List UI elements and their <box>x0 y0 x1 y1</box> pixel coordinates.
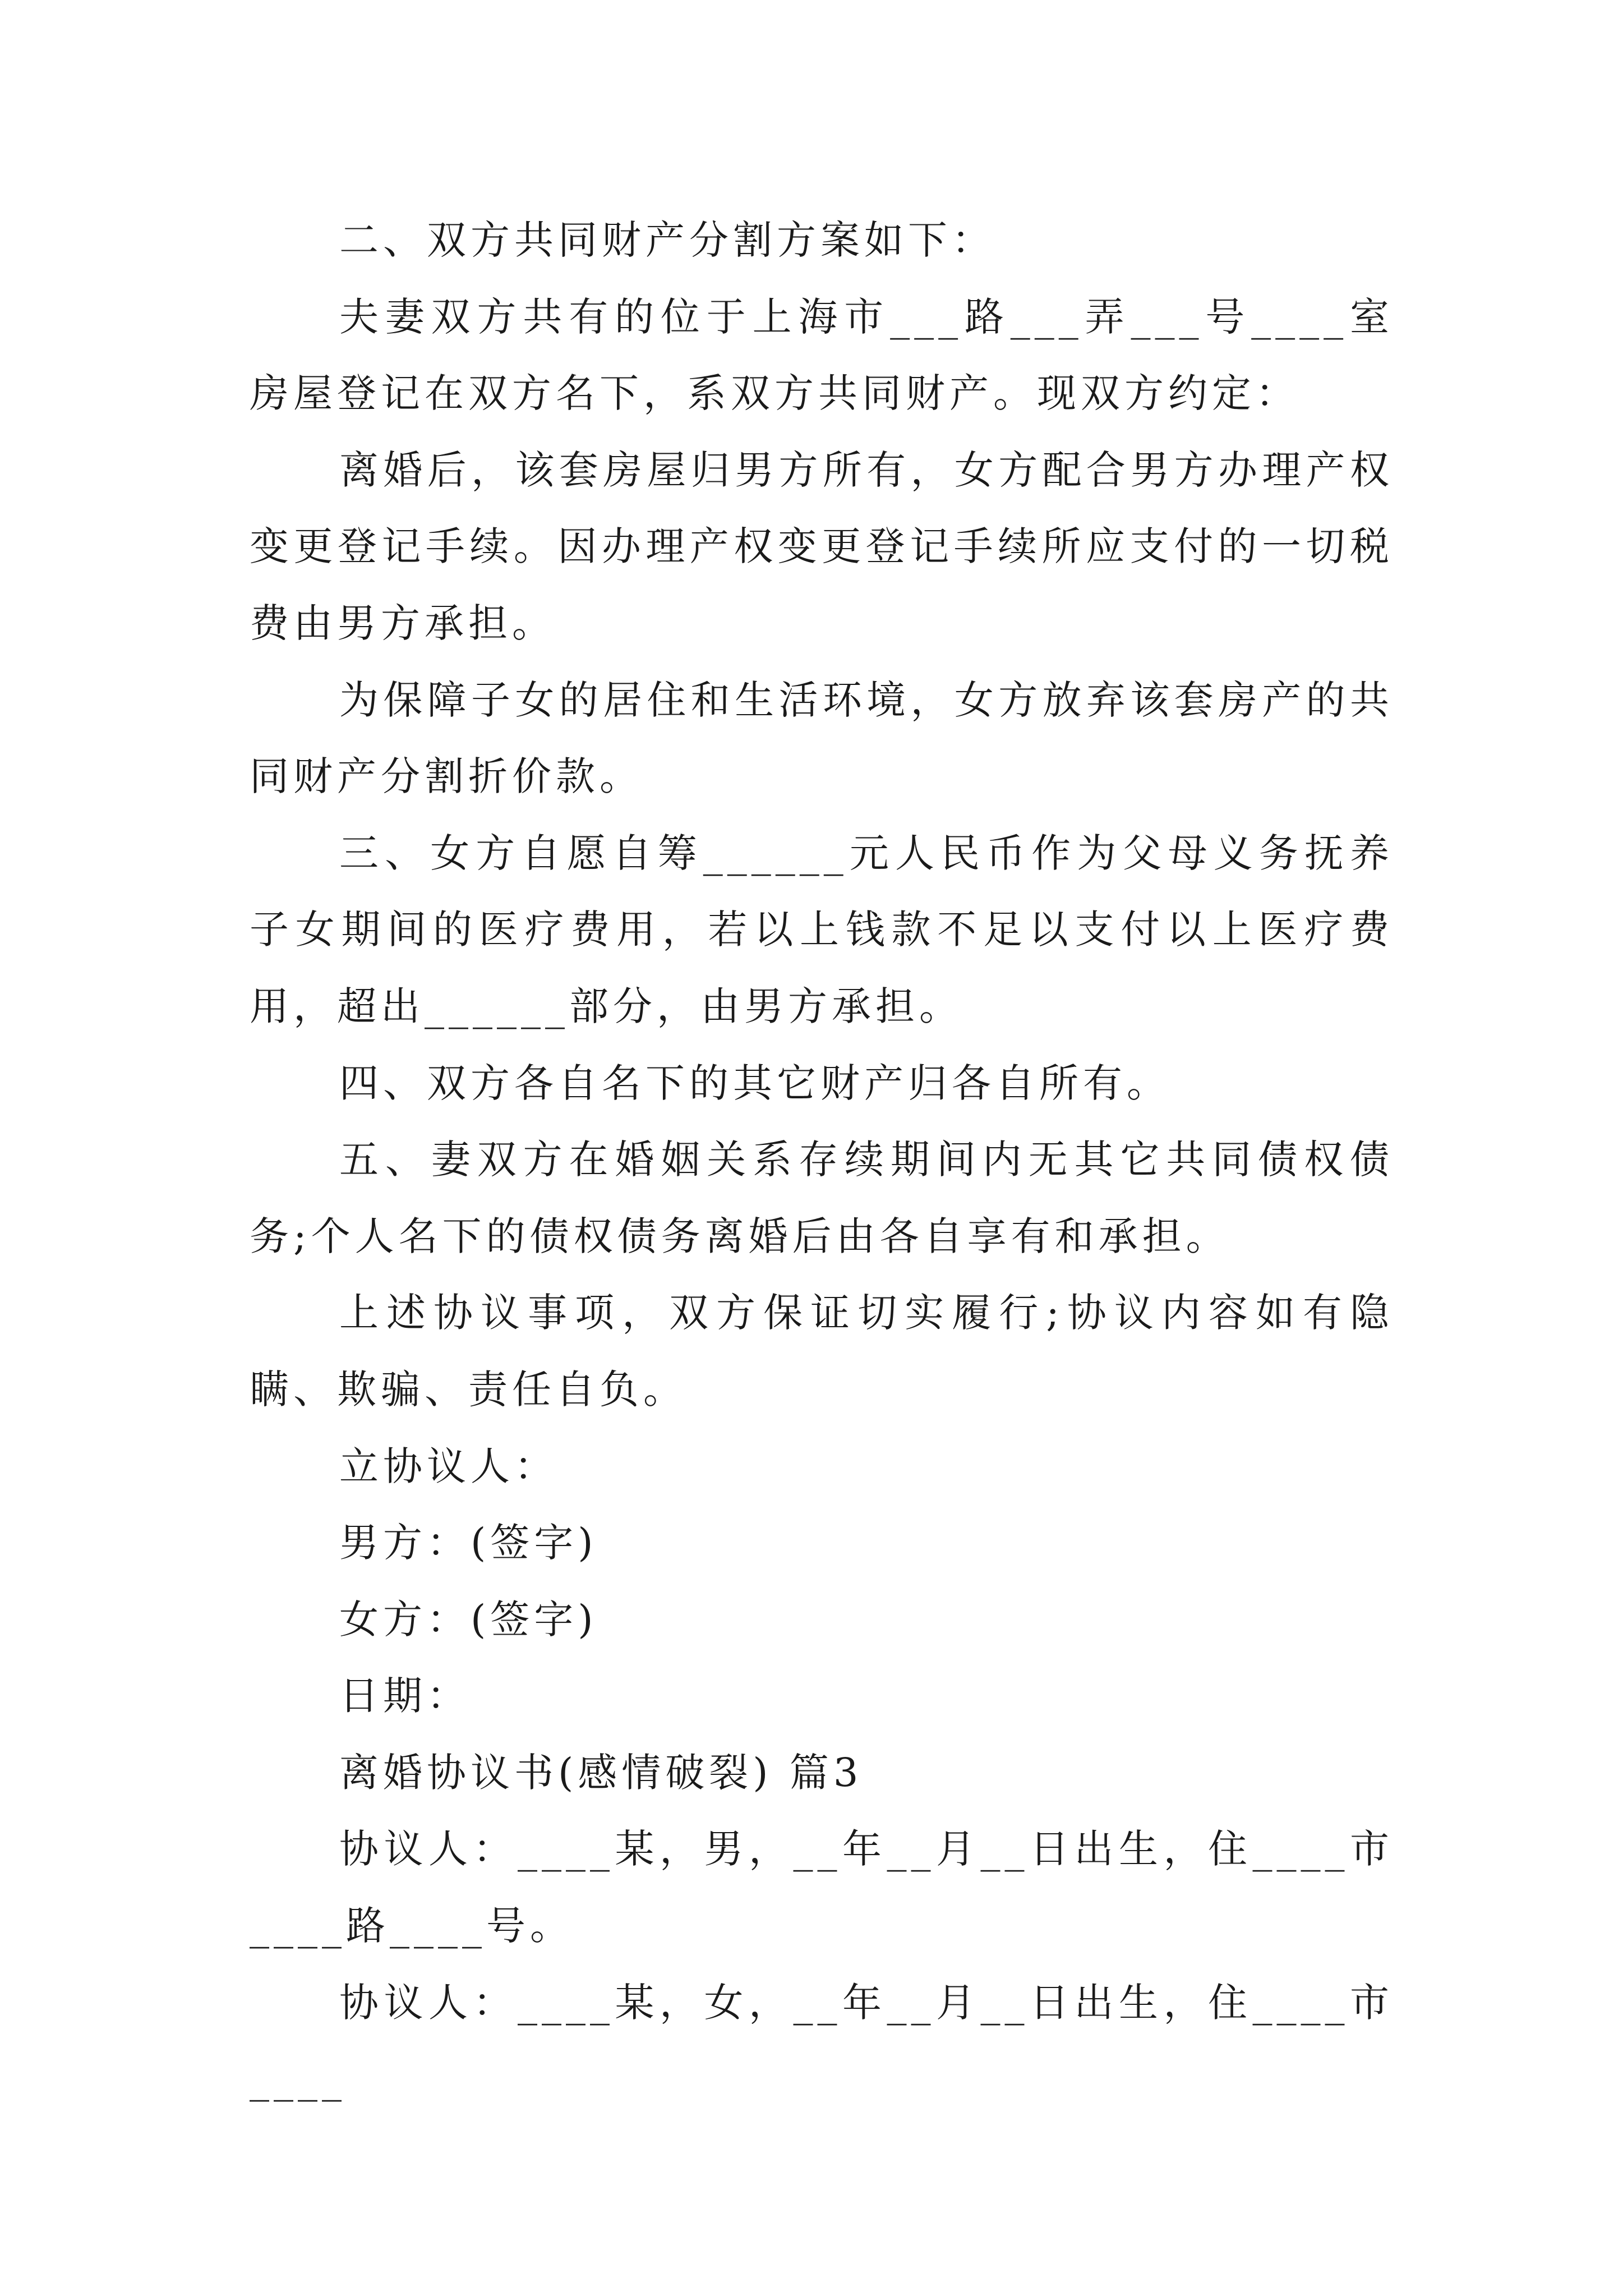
paragraph-party-male: 协议人：____某，男，__年__月__日出生，住____市____路____号。 <box>250 1826 1394 1949</box>
paragraph-house-ownership: 离婚后，该套房屋归男方所有，女方配合男方办理产权变更登记手续。因办理产权变更登记手续所应支付的一切税费由男方承担。 <box>250 447 1394 646</box>
paragraph-party-female: 协议人：____某，女，__年__月__日出生，住____市____ <box>250 1979 1394 2102</box>
paragraph-guarantee: 上述协议事项，双方保证切实履行;协议内容如有隐瞒、欺骗、责任自负。 <box>250 1290 1394 1412</box>
paragraph-property-division-heading: 二、双方共同财产分割方案如下： <box>339 217 995 263</box>
paragraph-section-title: 离婚协议书(感情破裂) 篇3 <box>339 1749 863 1796</box>
paragraph-medical-fund: 三、女方自愿自筹______元人民币作为父母义务抚养子女期间的医疗费用，若以上钱款不足以支付以上医疗费用，超出______部分，由男方承担。 <box>250 830 1394 1029</box>
paragraph-male-signature: 男方：(签字) <box>339 1520 598 1566</box>
paragraph-signatories-label: 立协议人： <box>339 1443 558 1489</box>
paragraph-female-signature: 女方：(签字) <box>339 1596 598 1642</box>
paragraph-debts: 五、妻双方在婚姻关系存续期间内无其它共同债权债务;个人名下的债权债务离婚后由各自享有和承担。 <box>250 1137 1394 1259</box>
paragraph-waiver: 为保障子女的居住和生活环境，女方放弃该套房产的共同财产分割折价款。 <box>250 677 1394 800</box>
paragraph-other-property: 四、双方各自名下的其它财产归各自所有。 <box>339 1060 1170 1106</box>
paragraph-date: 日期： <box>339 1673 471 1719</box>
paragraph-shared-house: 夫妻双方共有的位于上海市___路___弄___号____室房屋登记在双方名下，系双方共同财产。现双方约定： <box>250 293 1394 417</box>
document-body <box>250 202 1394 2118</box>
